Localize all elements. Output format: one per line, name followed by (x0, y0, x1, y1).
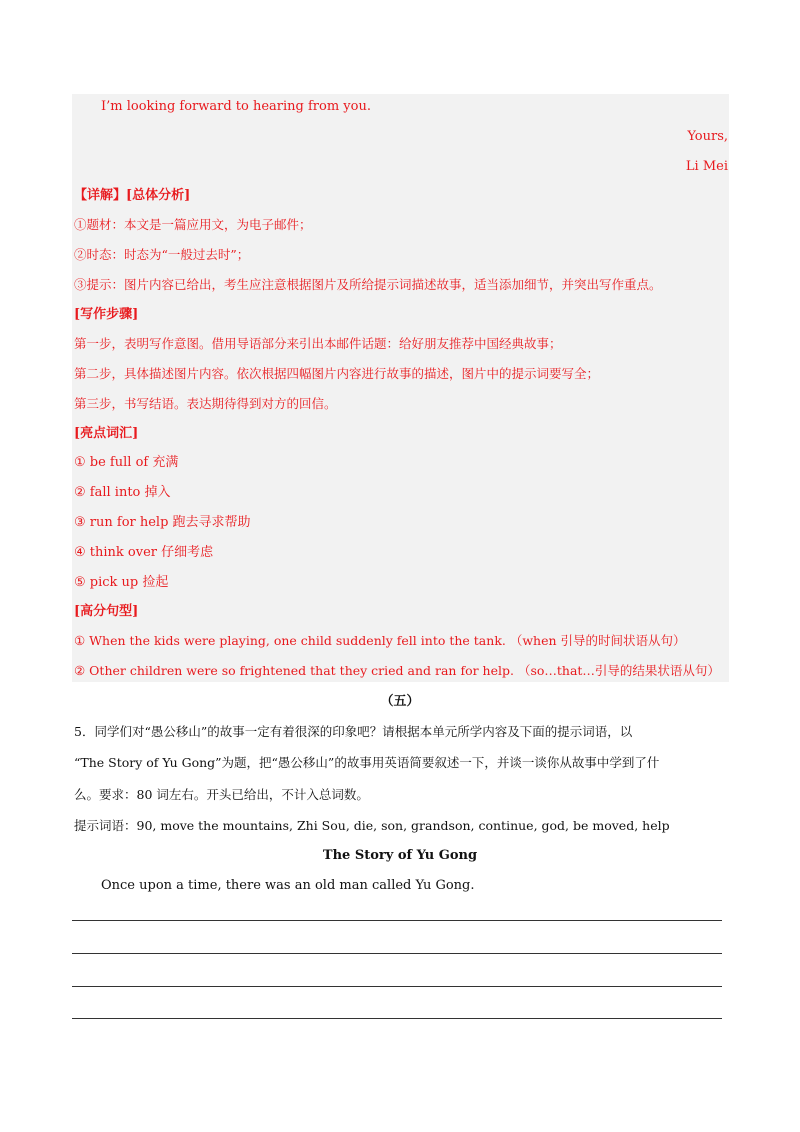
analysis-item: ②时态：时态为“一般过去时”； (74, 247, 250, 262)
vocab-item: ④ think over 仔细考虑 (74, 545, 214, 560)
vocab-header: [亮点词汇] (74, 426, 139, 441)
step-item: 第二步，具体描述图片内容。依次根据四幅图片内容进行故事的描述，图片中的提示词要写全； (74, 366, 600, 381)
essay-opening: Once upon a time, there was an old man called Yu Gong. (101, 878, 475, 893)
sign-off: Yours, (687, 129, 728, 144)
question-line: 么。要求：80 词左右。开头已给出，不计入总词数。 (74, 787, 369, 802)
essay-title: The Story of Yu Gong (322, 848, 478, 863)
vocab-item: ⑤ pick up 捡起 (74, 575, 169, 590)
step-item: 第一步，表明写作意图。借用导语部分来引出本邮件话题：给好朋友推荐中国经典故事； (74, 336, 562, 351)
answer-panel (72, 94, 729, 682)
signature: Li Mei (685, 159, 728, 174)
question-line: 5．同学们对“愚公移山”的故事一定有着很深的印象吧？请根据本单元所学内容及下面的提示词语，以 (74, 724, 633, 739)
writing-line[interactable] (72, 920, 722, 921)
sentence-item: ① When the kids were playing, one child suddenly fell into the tank. （when 引导的时间状语从句） (74, 633, 686, 648)
section-number: （五） (380, 694, 420, 709)
question-line: “The Story of Yu Gong”为题，把“愚公移山”的故事用英语简要叙述一下，并谈一谈你从故事中学到了什 (74, 755, 660, 770)
analysis-item: ①题材：本文是一篇应用文，为电子邮件； (74, 217, 312, 232)
writing-line[interactable] (72, 953, 722, 954)
vocab-item: ① be full of 充满 (74, 455, 179, 470)
detail-header: 【详解】[总体分析] (74, 188, 191, 203)
analysis-item: ③提示：图片内容已给出，考生应注意根据图片及所给提示词描述故事，适当添加细节，并突出写作重点。 (74, 277, 662, 292)
vocab-item: ② fall into 掉入 (74, 485, 171, 500)
vocab-item: ③ run for help 跑去寻求帮助 (74, 515, 251, 530)
writing-line[interactable] (72, 986, 722, 987)
sentence-item: ② Other children were so frightened that they cried and ran for help. （so…that…引导的结果状语从句） (74, 663, 720, 678)
hint-words: 提示词语：90, move the mountains, Zhi Sou, die, son, grandson, continue, god, be moved, help (74, 818, 670, 833)
step-item: 第三步，书写结语。表达期待得到对方的回信。 (74, 396, 337, 411)
steps-header: [写作步骤] (74, 307, 139, 322)
writing-line[interactable] (72, 1018, 722, 1019)
sentence-header: [高分句型] (74, 604, 139, 619)
closing-line: I’m looking forward to hearing from you. (101, 99, 371, 114)
